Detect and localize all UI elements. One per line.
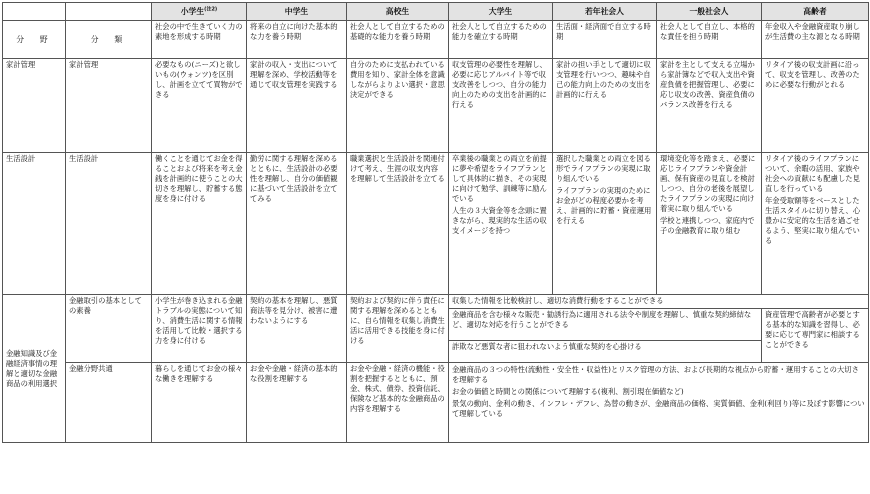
- content-cell: [657, 153, 762, 295]
- content-cell: 収支管理の必要性を理解し、必要に応じアルバイト等で収支改善をしつつ、自分の能力向上のための支出を計画的に行える: [449, 59, 553, 153]
- content-cell: 小学生が巻き込まれる金融トラブルの実態について知り、消費生活に関する情報を活用して比較・選択する力を身に付ける: [152, 295, 247, 363]
- field-cell: 生活設計: [3, 153, 66, 295]
- financial-literacy-table: [2, 2, 869, 443]
- content-cell: [762, 309, 869, 363]
- content-cell: 家計を主として支える立場から家計簿などで収入支出や資産負債を把握管理し、必要に応じ収支の改善、資産負債のバランス改善を行える: [657, 59, 762, 153]
- description-cell: 年金収入や金融資産取り崩しが生活費の主な源となる時期: [762, 21, 869, 59]
- content-item: 選択した職業との両立を図る形でライフプランの実現に取り組んでいる: [556, 154, 651, 183]
- description-cell: 社会の中で生きていく力の素地を形成する時期: [152, 21, 247, 59]
- description-cell: 社会人として自立するための能力を確立する時期: [449, 21, 553, 59]
- stage-elementary: 小学生$^{(注2)}$: [152, 3, 247, 21]
- content-item: お金の価値と時間との関係について理解する(複利、割引現在価値など): [452, 387, 684, 396]
- content-cell: 暮らしを通じてお金の様々な働きを理解する: [152, 363, 247, 443]
- stage-university: 大学生: [449, 3, 553, 21]
- field-header: 分 野: [3, 21, 66, 59]
- stage-junior-high: 中学生: [247, 3, 347, 21]
- shared-cell: 詐欺など悪質な者に狙われないよう慎重な契約を心掛ける: [449, 341, 762, 363]
- field-cell: 金融知識及び金融経済事情の理解と適切な金融商品の利用選択: [3, 295, 66, 443]
- content-item: リタイア後のライフプランについて、余暇の活用、家族や社会への貢献にも配慮した見直しを行っている: [765, 154, 860, 193]
- shared-cell: [449, 363, 869, 443]
- content-item: 年金受取額等をベースとした生活スタイルに切り替え、心豊かに安定的な生活を過ごせるよう、堅実に取り組んでいる: [765, 196, 861, 245]
- content-cell: 必要なもの(ニーズ)と欲しいもの(ウォンツ)を区別し、計画を立てて買物ができる: [152, 59, 247, 153]
- footnote-mark: (注2): [204, 5, 218, 12]
- description-cell: 社会人として自立するための基礎的な能力を養う時期: [347, 21, 449, 59]
- content-cell: リタイア後の収支計画に沿って、収支を管理し、改善のために必要な行動がとれる: [762, 59, 869, 153]
- content-cell: [762, 153, 869, 295]
- content-cell: お金や金融・経済の機能・役割を把握するとともに、預金、株式、債券、投資信託、保険など基本的な金融商品の内容を理解する: [347, 363, 449, 443]
- category-cell: 生活設計: [66, 153, 152, 295]
- field-cell: 家計管理: [3, 59, 66, 153]
- content-cell: 家計の担い手として適切に収支管理を行いつつ、趣味や自己の能力向上のための支出を計画的に行える: [553, 59, 657, 153]
- stage-high-school: 高校生: [347, 3, 449, 21]
- content-cell: 家計の収入・支出について理解を深め、学校活動等を通じて収支管理を実践する: [247, 59, 347, 153]
- content-cell: 契約および契約に伴う責任に関する理解を深めるとともに、自ら情報を収集し消費生活に活用できる技能を身に付ける: [347, 295, 449, 363]
- content-cell: [152, 153, 247, 295]
- lifeplan-row: [3, 153, 869, 295]
- content-cell: 契約の基本を理解し、悪質商法等を見分け、被害に遭わないようにする: [247, 295, 347, 363]
- content-cell: お金や金融・経済の基本的な役割を理解する: [247, 363, 347, 443]
- content-cell: [347, 153, 449, 295]
- description-cell: 生活面・経済面で自立する時期: [553, 21, 657, 59]
- content-cell: [553, 153, 657, 295]
- content-item: 職業選択と生活設計を関連付けて考え、生涯の収支内容を理解して生活設計を立てる: [350, 154, 445, 183]
- household-row: [3, 59, 869, 153]
- corner-cell: [3, 3, 66, 21]
- content-item: 環境変化等を踏まえ、必要に応じライフプランや資金計画、保有資産の見直しを検討しつつ、自分の老後を展望したライフプランの実現に向け着実に取り組んでいる: [660, 154, 756, 213]
- content-item: 卒業後の職業との両立を前提に夢や希望をライフプランとして具体的に描き、その実現に向けて勉学、訓練等に励んでいる: [452, 154, 547, 203]
- content-cell: [247, 153, 347, 295]
- content-item: 働くことを通じてお金を得ることおよび将来を考え金銭を計画的に使うことの大切さを理解し、貯蓄する態度を身に付ける: [155, 154, 243, 203]
- transactions-row-top: [3, 295, 869, 309]
- description-cell: 社会人として自立し、本格的な責任を担う時期: [657, 21, 762, 59]
- stage-young-worker: 若年社会人: [553, 3, 657, 21]
- content-cell: [449, 153, 553, 295]
- content-item: ライフプランの実現のためにお金がどの程度必要かを考え、計画的に貯蓄・資産運用を行える: [556, 186, 652, 225]
- stage-description-row: [3, 21, 869, 59]
- shared-cell: 金融商品を含む様々な販売・勧誘行為に適用される法令や制度を理解し、慎重な契約締結など、適切な対応を行うことができる: [449, 309, 762, 341]
- content-item: 金融商品の３つの特性(流動性・安全性・収益性)とリスク管理の方法、および長期的な視点から貯蓄・運用することの大切さを理解する: [452, 365, 859, 384]
- category-cell: 金融取引の基本としての素養: [66, 295, 152, 363]
- content-cell: 自分のために支払われている費用を知り、家計全体を意識しながらよりよい選択・意思決定ができる: [347, 59, 449, 153]
- shared-cell: 収集した情報を比較検討し、適切な消費行動をすることができる: [449, 295, 869, 309]
- category-cell: 金融分野共通: [66, 363, 152, 443]
- description-cell: 将来の自立に向けた基本的な力を養う時期: [247, 21, 347, 59]
- stage-general-worker: 一般社会人: [657, 3, 762, 21]
- content-item: 勤労に関する理解を深めるとともに、生活設計の必要性を理解し、自分の価値観に基づいて生活設計を立ててみる: [250, 154, 338, 203]
- category-cell: 家計管理: [66, 59, 152, 153]
- content-item: 資産管理で高齢者が必要とする基本的な知識を習得し、必要に応じて専門家に相談することができる: [765, 310, 860, 349]
- category-header: 分 類: [66, 21, 152, 59]
- common-row: [3, 363, 869, 443]
- content-item: 景気の動向、金利の動き、インフレ・デフレ、為替の動きが、金融商品の価格、実質価値、金利(利回り)等に及ぼす影響について理解している: [452, 399, 865, 418]
- stage-elderly: 高齢者: [762, 3, 869, 21]
- content-item: 学校と連携しつつ、家庭内で子の金融教育に取り組む: [660, 216, 755, 235]
- stage-header-row: [3, 3, 869, 21]
- corner-cell: [66, 3, 152, 21]
- content-item: 人生の３大資金等を念頭に置きながら、現実的な生活の収支イメージを持つ: [452, 206, 547, 235]
